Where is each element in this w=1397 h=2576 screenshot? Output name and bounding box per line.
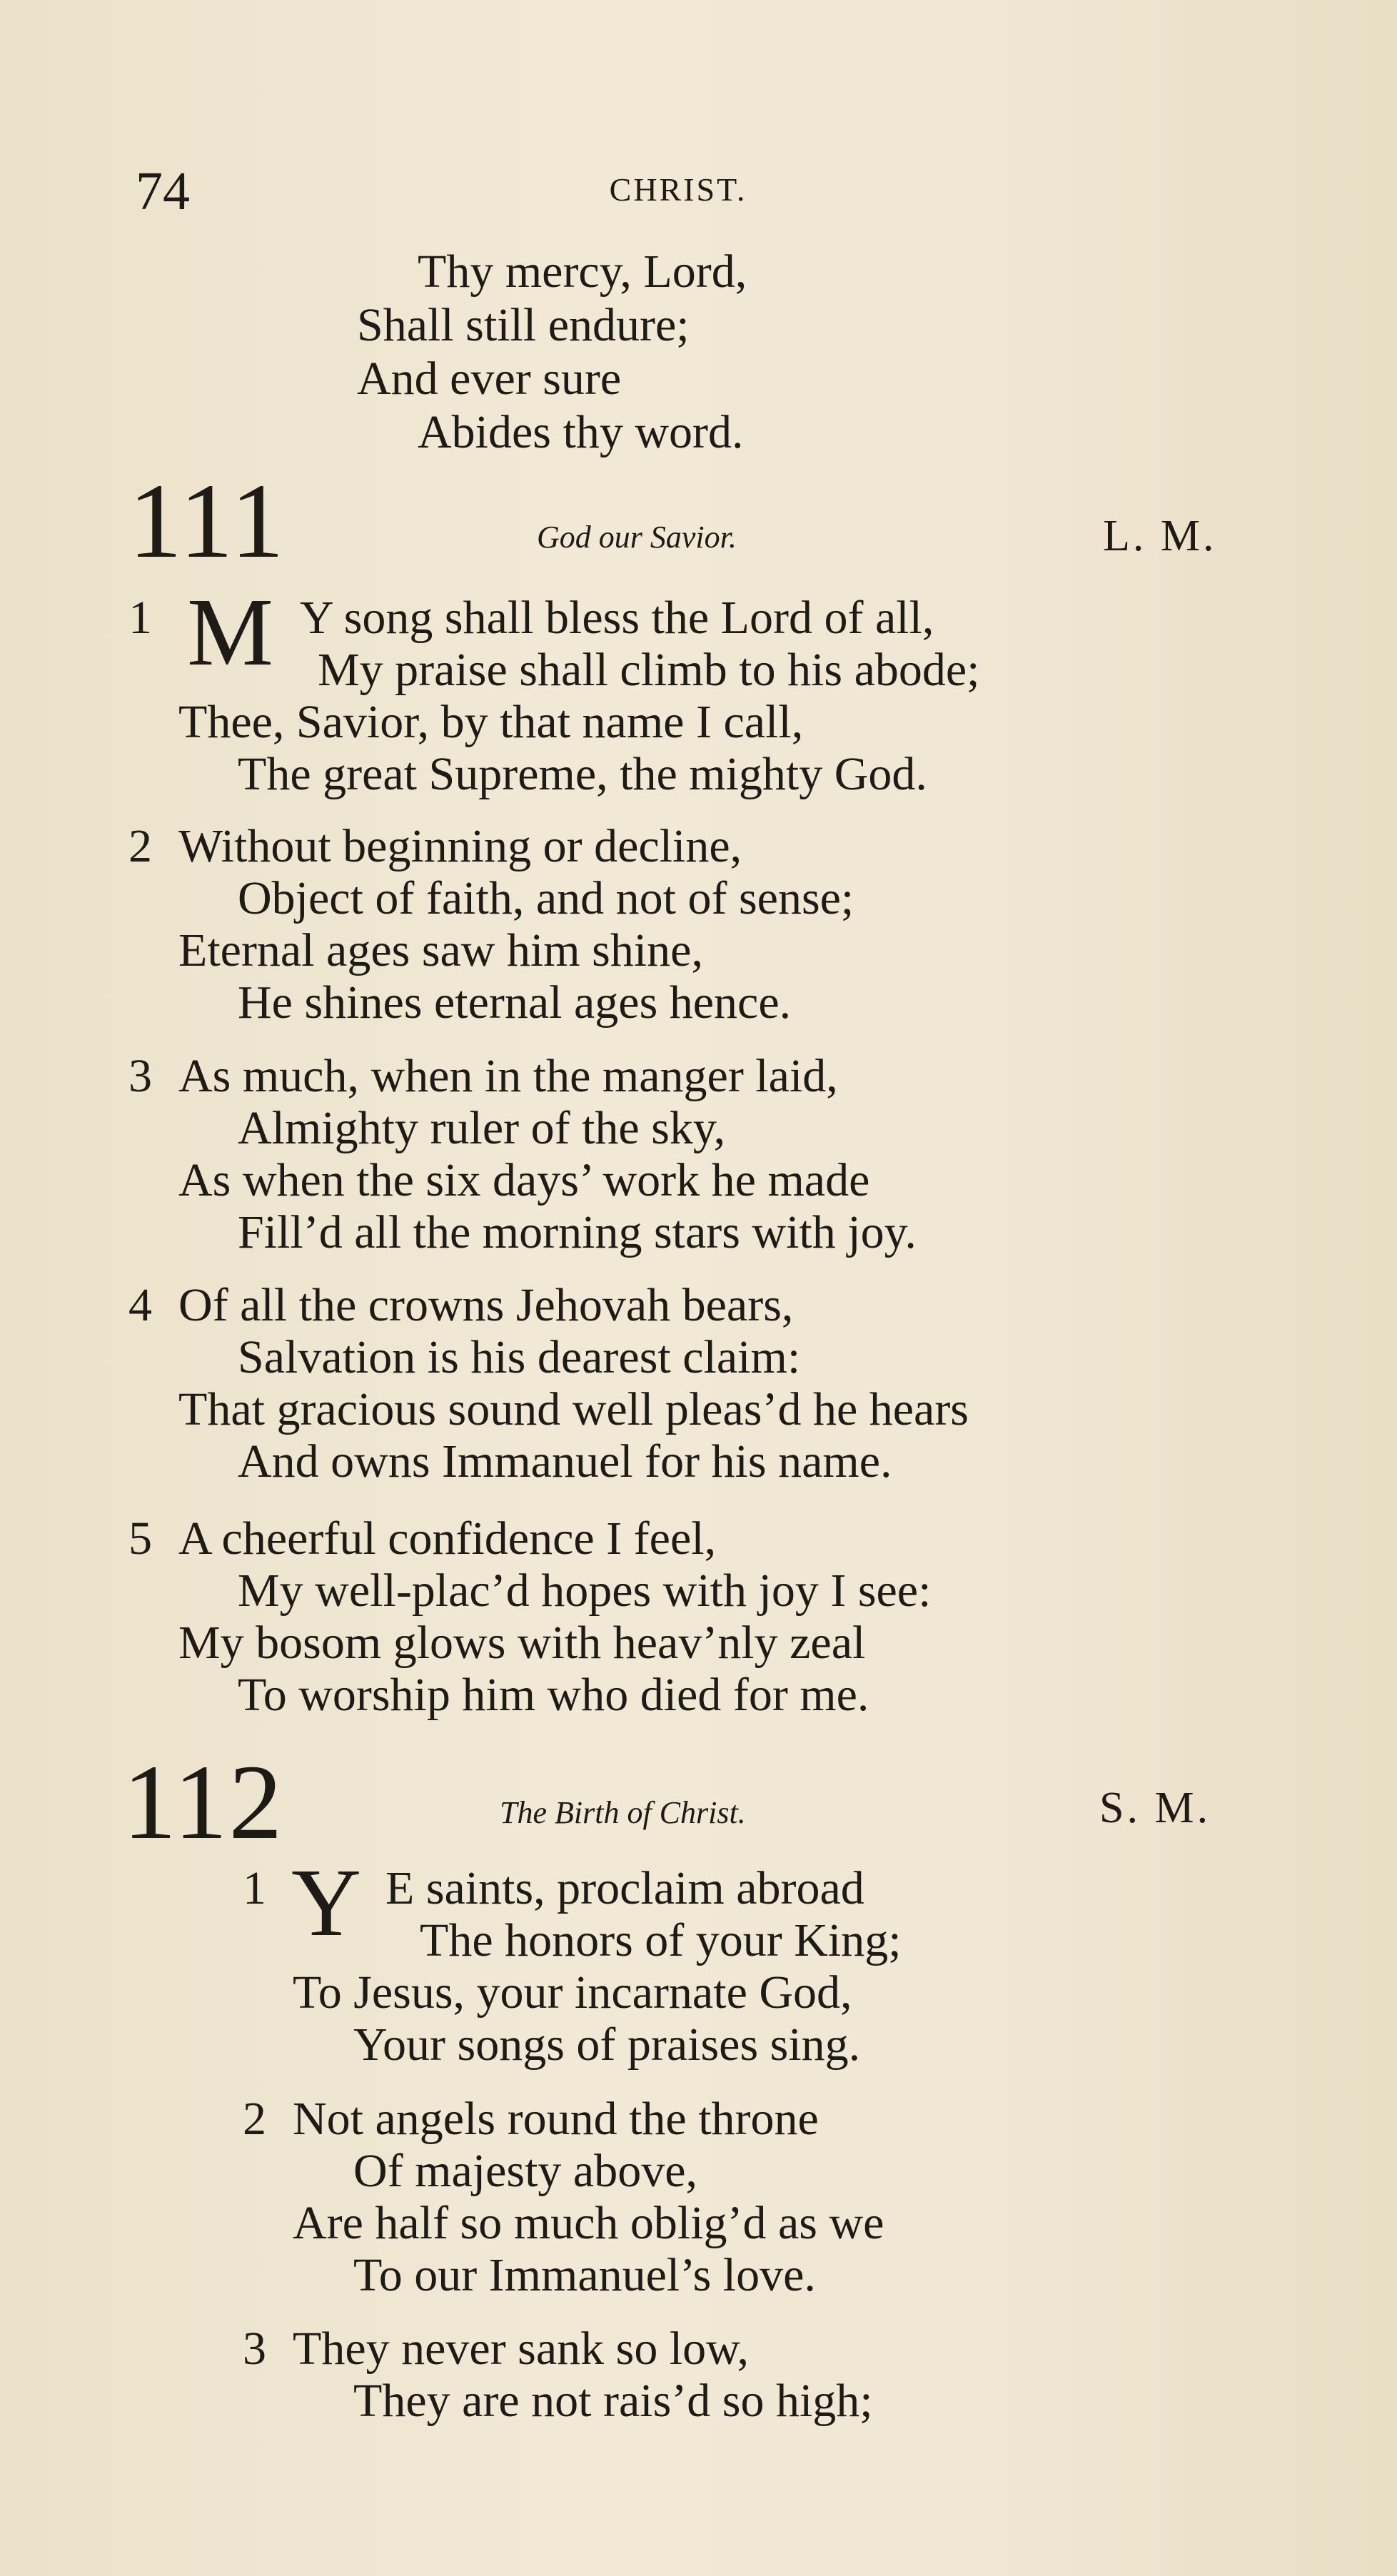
verse-line: Eternal ages saw him shine,: [178, 924, 703, 976]
verse-line: Of majesty above,: [353, 2145, 698, 2197]
verse-number: 4: [128, 1279, 152, 1331]
verse-line: As much, when in the manger laid,: [178, 1050, 838, 1102]
drop-cap: M: [187, 579, 273, 686]
verse-line: E saints, proclaim abroad: [385, 1862, 864, 1914]
hymn-title: The Birth of Christ.: [500, 1795, 746, 1830]
verse-line: Not angels round the throne: [293, 2093, 819, 2145]
verse-line: Without beginning or decline,: [178, 820, 742, 872]
verse-number: 2: [128, 820, 152, 872]
verse-line: Your songs of praises sing.: [353, 2019, 861, 2071]
verse-line: Almighty ruler of the sky,: [238, 1102, 726, 1154]
verse-line: To worship him who died for me.: [238, 1669, 869, 1721]
verse-line: They never sank so low,: [293, 2323, 750, 2375]
drop-cap: Y: [291, 1849, 362, 1956]
running-title: CHRIST.: [609, 171, 747, 208]
verse-line: My praise shall climb to his abode;: [318, 644, 980, 696]
hymn-meter: L. M.: [1103, 512, 1217, 560]
verse-line: That gracious sound well pleas’d he hears: [178, 1383, 969, 1435]
verse-number: 3: [128, 1050, 152, 1102]
verse-line: A cheerful confidence I feel,: [178, 1512, 717, 1565]
verse-line: Object of faith, and not of sense;: [238, 872, 854, 924]
verse-line: The great Supreme, the mighty God.: [238, 748, 927, 800]
verse-line: To Jesus, your incarnate God,: [293, 1966, 852, 2019]
verse-line: And owns Immanuel for his name.: [238, 1435, 892, 1487]
verse-line: Are half so much oblig’d as we: [293, 2197, 884, 2249]
hymn-number: 112: [123, 1743, 284, 1862]
verse-line: Abides thy word.: [418, 406, 744, 458]
verse-line: Of all the crowns Jehovah bears,: [178, 1279, 794, 1331]
page-number: 74: [136, 161, 190, 221]
verse-number: 1: [128, 592, 152, 644]
verse-line: My well-plac’d hopes with joy I see:: [238, 1565, 932, 1617]
hymn-number: 111: [128, 462, 286, 580]
verse-number: 3: [243, 2323, 266, 2375]
verse-line: He shines eternal ages hence.: [238, 976, 792, 1029]
verse-line: My bosom glows with heav’nly zeal: [178, 1617, 866, 1669]
verse-number: 5: [128, 1512, 152, 1565]
verse-line: Salvation is his dearest claim:: [238, 1331, 801, 1383]
verse-line: Thy mercy, Lord,: [418, 246, 747, 298]
hymn-title: God our Savior.: [537, 520, 737, 555]
verse-line: As when the six days’ work he made: [178, 1154, 870, 1206]
verse-line: The honors of your King;: [420, 1914, 902, 1966]
verse-line: Thee, Savior, by that name I call,: [178, 696, 804, 748]
verse-line: Y song shall bless the Lord of all,: [300, 592, 934, 644]
verse-line: To our Immanuel’s love.: [353, 2249, 816, 2301]
verse-line: Fill’d all the morning stars with joy.: [238, 1206, 917, 1258]
verse-number: 2: [243, 2093, 266, 2145]
verse-line: And ever sure: [357, 353, 622, 405]
verse-number: 1: [243, 1862, 266, 1914]
hymn-meter: S. M.: [1099, 1784, 1211, 1832]
verse-line: They are not rais’d so high;: [353, 2375, 873, 2427]
running-header: [136, 161, 1221, 221]
verse-line: Shall still endure;: [357, 299, 690, 351]
